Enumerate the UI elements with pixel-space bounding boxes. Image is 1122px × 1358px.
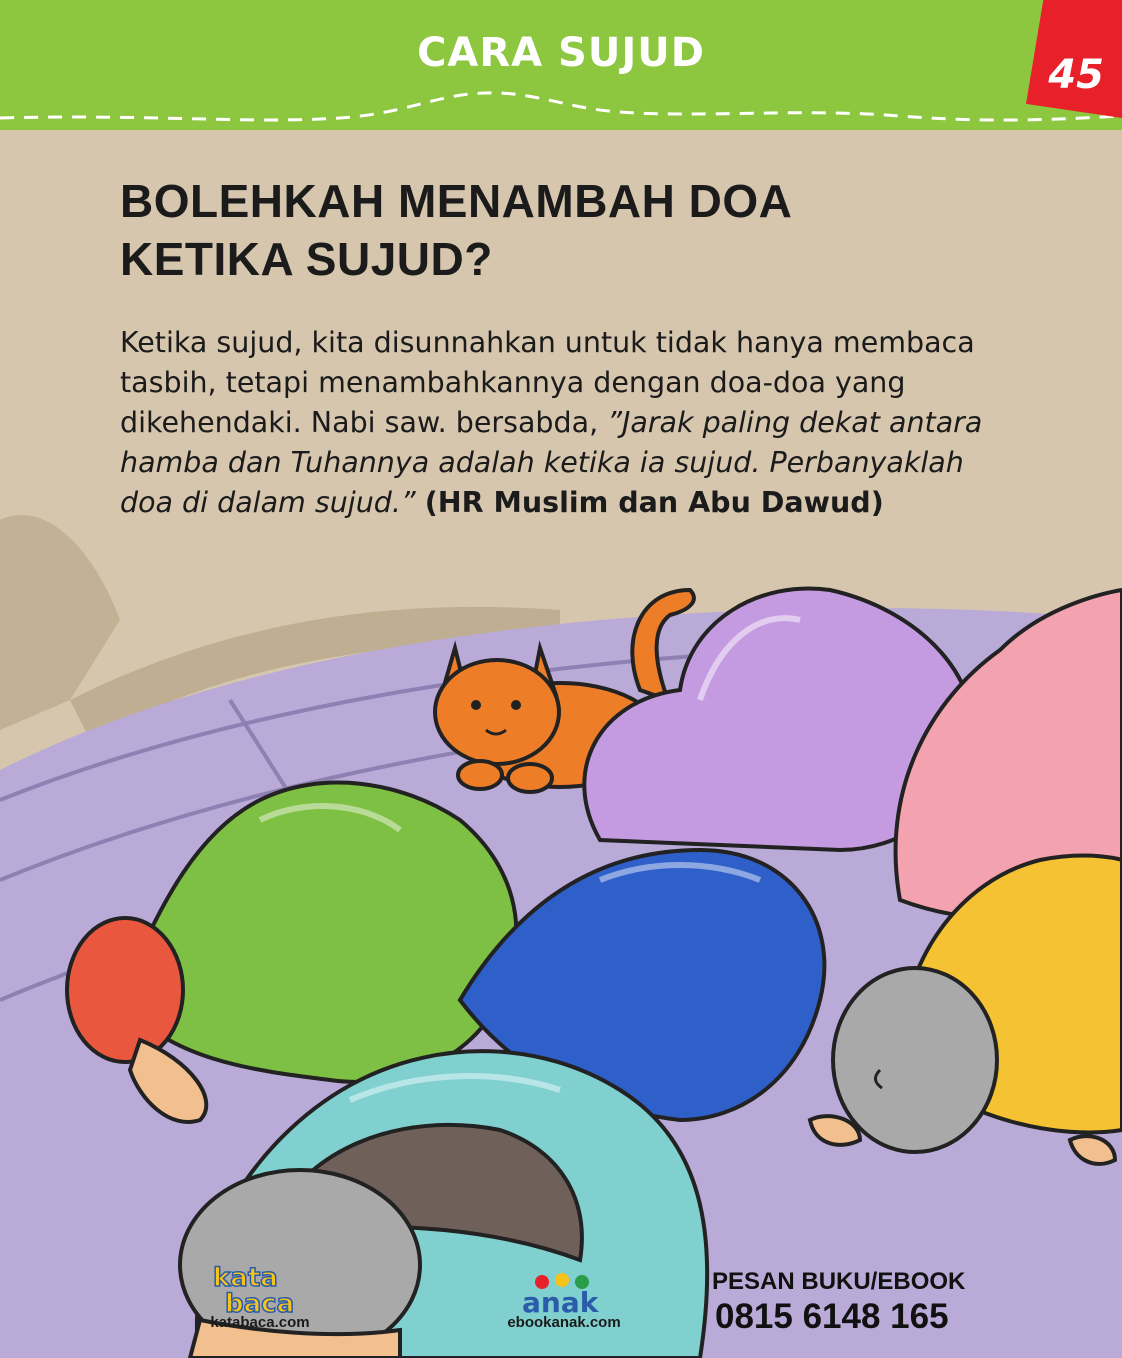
ebookanak-logo [514, 1268, 614, 1318]
body-intro: Ketika sujud, kita disunnahkan untuk tidak hanya membaca tasbih, tetapi menambahkannya dengan doa-doa yang dikehendaki. Nabi saw. bersabda, [120, 326, 975, 439]
order-label: PESAN BUKU/EBOOK [712, 1268, 966, 1295]
hadith-quote: ”Jarak paling dekat antara hamba dan Tuhannya adalah ketika ia sujud. Perbanyaklah doa di dalam sujud.” [120, 406, 983, 519]
article-body [120, 323, 1010, 523]
section-title: CARA SUJUD [417, 30, 705, 76]
hadith-source: (HR Muslim dan Abu Dawud) [424, 486, 884, 519]
ebookanak-logo-text: anak [522, 1286, 599, 1318]
katabaca-logo-line1: kata [213, 1263, 278, 1293]
ebookanak-url: ebookanak.com [507, 1314, 621, 1331]
katabaca-url: katabaca.com [210, 1314, 310, 1331]
katabaca-logo [205, 1262, 315, 1316]
header-wave-decoration [0, 82, 1122, 142]
katabaca-logo-line2: baca [225, 1289, 295, 1316]
order-phone-number: 0815 6148 165 [715, 1297, 949, 1336]
article-heading: BOLEHKAH MENAMBAH DOA KETIKA SUJUD? [120, 175, 793, 285]
page-number: 45 [1048, 52, 1104, 98]
